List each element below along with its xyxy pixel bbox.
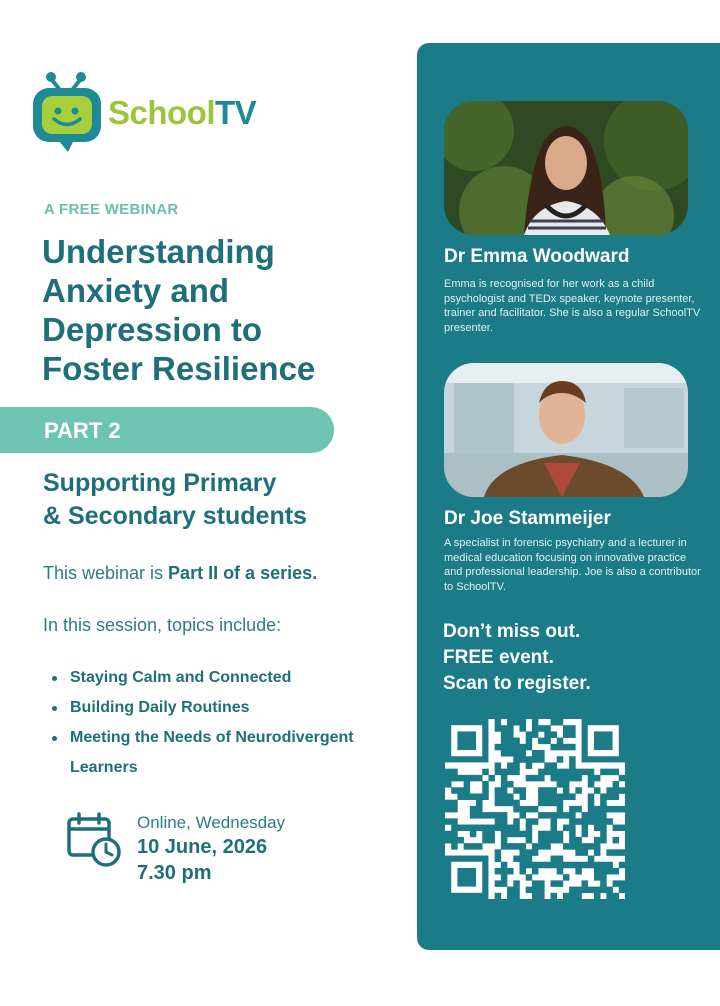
speakers-panel xyxy=(417,43,720,950)
series-note: This webinar is Part II of a series. xyxy=(43,563,318,583)
topics-list xyxy=(52,663,402,783)
logo-wordmark: SchoolTV xyxy=(108,94,257,131)
topic-item: Building Daily Routines xyxy=(52,693,402,723)
schooltv-logo xyxy=(30,66,270,156)
cta-line: Don’t miss out. xyxy=(443,621,581,642)
qr-code[interactable] xyxy=(445,719,625,899)
title-line: Anxiety and xyxy=(42,272,230,309)
calendar-clock-icon xyxy=(66,812,122,868)
title-line: Depression to xyxy=(42,311,263,348)
topic-item: Meeting the Needs of Neurodivergent Learners xyxy=(52,723,402,783)
speaker-bio: Emma is recognised for her work as a child psychologist and TEDx speaker, keynote presenter, trainer and facilitator. She is also a regular SchoolTV presenter. xyxy=(444,278,701,334)
subtitle-line: & Secondary students xyxy=(43,502,307,530)
webinar-title xyxy=(42,232,382,388)
event-time: 7.30 pm xyxy=(137,862,212,884)
topics-intro: In this session, topics include: xyxy=(43,615,282,635)
speaker-name: Dr Emma Woodward xyxy=(444,246,630,267)
webinar-eyebrow: A FREE WEBINAR xyxy=(44,201,179,218)
qr-code-pattern xyxy=(445,719,625,899)
tv-smiley-icon xyxy=(30,66,106,156)
cta-line: Scan to register. xyxy=(443,673,591,694)
part-banner xyxy=(0,407,334,453)
subtitle-line: Supporting Primary xyxy=(43,469,277,497)
speaker-name: Dr Joe Stammeijer xyxy=(444,508,611,529)
event-place: Online, Wednesday xyxy=(137,813,286,832)
speaker-photo-emma xyxy=(444,101,688,235)
topic-item: Staying Calm and Connected xyxy=(52,663,402,693)
cta-line: FREE event. xyxy=(443,647,554,668)
series-highlight: Part II of a series. xyxy=(168,563,318,583)
speaker-photo-joe xyxy=(444,363,688,497)
title-line: Foster Resilience xyxy=(42,350,316,387)
webinar-subtitle xyxy=(43,467,373,533)
event-date: 10 June, 2026 xyxy=(137,836,268,858)
part-label: PART 2 xyxy=(44,418,121,443)
title-line: Understanding xyxy=(42,233,275,270)
speaker-bio: A specialist in forensic psychiatry and a lecturer in medical education focusing on innovative practice and professional leadership. Joe is also a contributor to SchoolTV. xyxy=(444,537,701,593)
